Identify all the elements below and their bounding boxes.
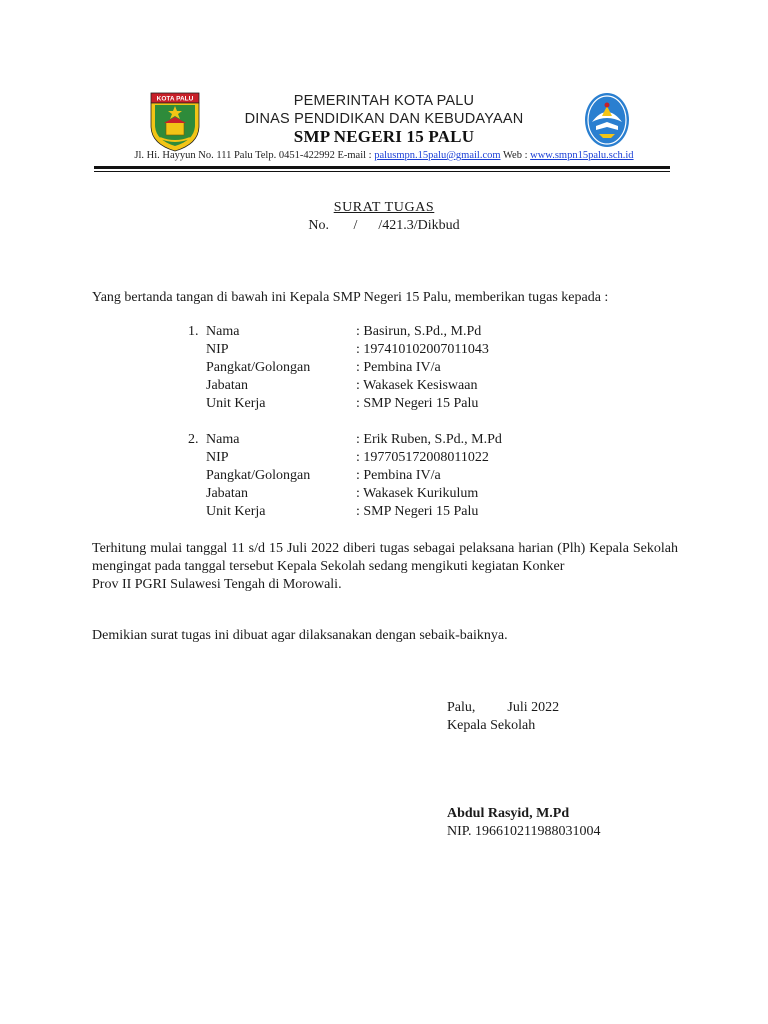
assignee-position: : Wakasek Kurikulum [356, 486, 479, 501]
label-nama: Nama [206, 432, 240, 447]
assignee-unit: : SMP Negeri 15 Palu [356, 396, 479, 411]
assignee-unit-row [188, 503, 708, 521]
signatory-name: Abdul Rasyid, M.Pd [447, 806, 570, 821]
signature-place: Palu, [447, 700, 476, 715]
assignee-name-row [188, 323, 708, 341]
assignee-unit: : SMP Negeri 15 Palu [356, 504, 479, 519]
label-nip: NIP [206, 342, 229, 357]
assignee-nip: : 197705172008011022 [356, 450, 489, 465]
assignee-number: 2. [188, 432, 199, 447]
label-nip: NIP [206, 450, 229, 465]
assignee-rank: : Pembina IV/a [356, 360, 441, 375]
label-pangkat: Pangkat/Golongan [206, 468, 311, 483]
assignment-paragraph-end: Prov II PGRI Sulawesi Tengah di Morowali. [92, 577, 342, 592]
signatory-nip: NIP. 196610211988031004 [447, 824, 601, 839]
label-jabatan: Jabatan [206, 378, 248, 393]
web-label: Web : [500, 150, 531, 161]
label-nama: Nama [206, 324, 240, 339]
assignee-rank-row [188, 467, 708, 485]
assignee-name: : Erik Ruben, S.Pd., M.Pd [356, 432, 502, 447]
assignee-1 [188, 323, 708, 413]
assignee-2 [188, 431, 708, 521]
closing-paragraph: Demikian surat tugas ini dibuat agar dilaksanakan dengan sebaik-baiknya. [92, 628, 508, 643]
assignee-position-row [188, 485, 708, 503]
address-text: Jl. Hi. Hayyun No. 111 Palu Telp. 0451-422992 E-mail : [134, 150, 375, 161]
letterhead-divider-thin [94, 171, 670, 172]
letterhead-divider-thick [94, 166, 670, 169]
assignee-position: : Wakasek Kesiswaan [356, 378, 478, 393]
assignee-nip-row [188, 449, 708, 467]
document-title: SURAT TUGAS [333, 200, 435, 215]
assignee-nip-row [188, 341, 708, 359]
label-jabatan: Jabatan [206, 486, 248, 501]
label-pangkat: Pangkat/Golongan [206, 360, 311, 375]
assignee-nip: : 197410102007011043 [356, 342, 489, 357]
assignee-rank: : Pembina IV/a [356, 468, 441, 483]
assignee-name-row [188, 431, 708, 449]
website-link[interactable]: www.smpn15palu.sch.id [530, 150, 634, 161]
assignee-rank-row [188, 359, 708, 377]
letterhead-government: PEMERINTAH KOTA PALU [293, 93, 475, 109]
letterhead-department: DINAS PENDIDIKAN DAN KEBUDAYAAN [244, 111, 524, 127]
signature-date: Juli 2022 [507, 700, 560, 715]
assignee-name: : Basirun, S.Pd., M.Pd [356, 324, 482, 339]
intro-paragraph: Yang bertanda tangan di bawah ini Kepala SMP Negeri 15 Palu, memberikan tugas kepada : [92, 290, 609, 305]
document-number [0, 218, 768, 234]
assignment-paragraph [92, 540, 678, 594]
email-link[interactable]: palusmpn.15palu@gmail.com [374, 150, 501, 161]
letterhead-school-name: SMP NEGERI 15 PALU [293, 127, 475, 146]
signature-place-date [447, 699, 559, 717]
assignee-unit-row [188, 395, 708, 413]
assignee-position-row [188, 377, 708, 395]
signature-role: Kepala Sekolah [447, 718, 536, 733]
label-unit: Unit Kerja [206, 396, 266, 411]
logo-left-text: KOTA PALU [156, 95, 194, 103]
number-prefix: No. [308, 218, 329, 233]
assignee-number: 1. [188, 324, 199, 339]
number-gap: / [328, 218, 379, 233]
number-suffix: /421.3/Dikbud [378, 218, 460, 233]
label-unit: Unit Kerja [206, 504, 266, 519]
assignment-paragraph-main: Terhitung mulai tanggal 11 s/d 15 Juli 2022 diberi tugas sebagai pelaksana harian (Plh) Kepala Sekolah mengingat pada tanggal tersebut Kepala Sekolah sedang mengikuti kegiatan Konker [92, 541, 678, 574]
letterhead-address [0, 150, 768, 161]
